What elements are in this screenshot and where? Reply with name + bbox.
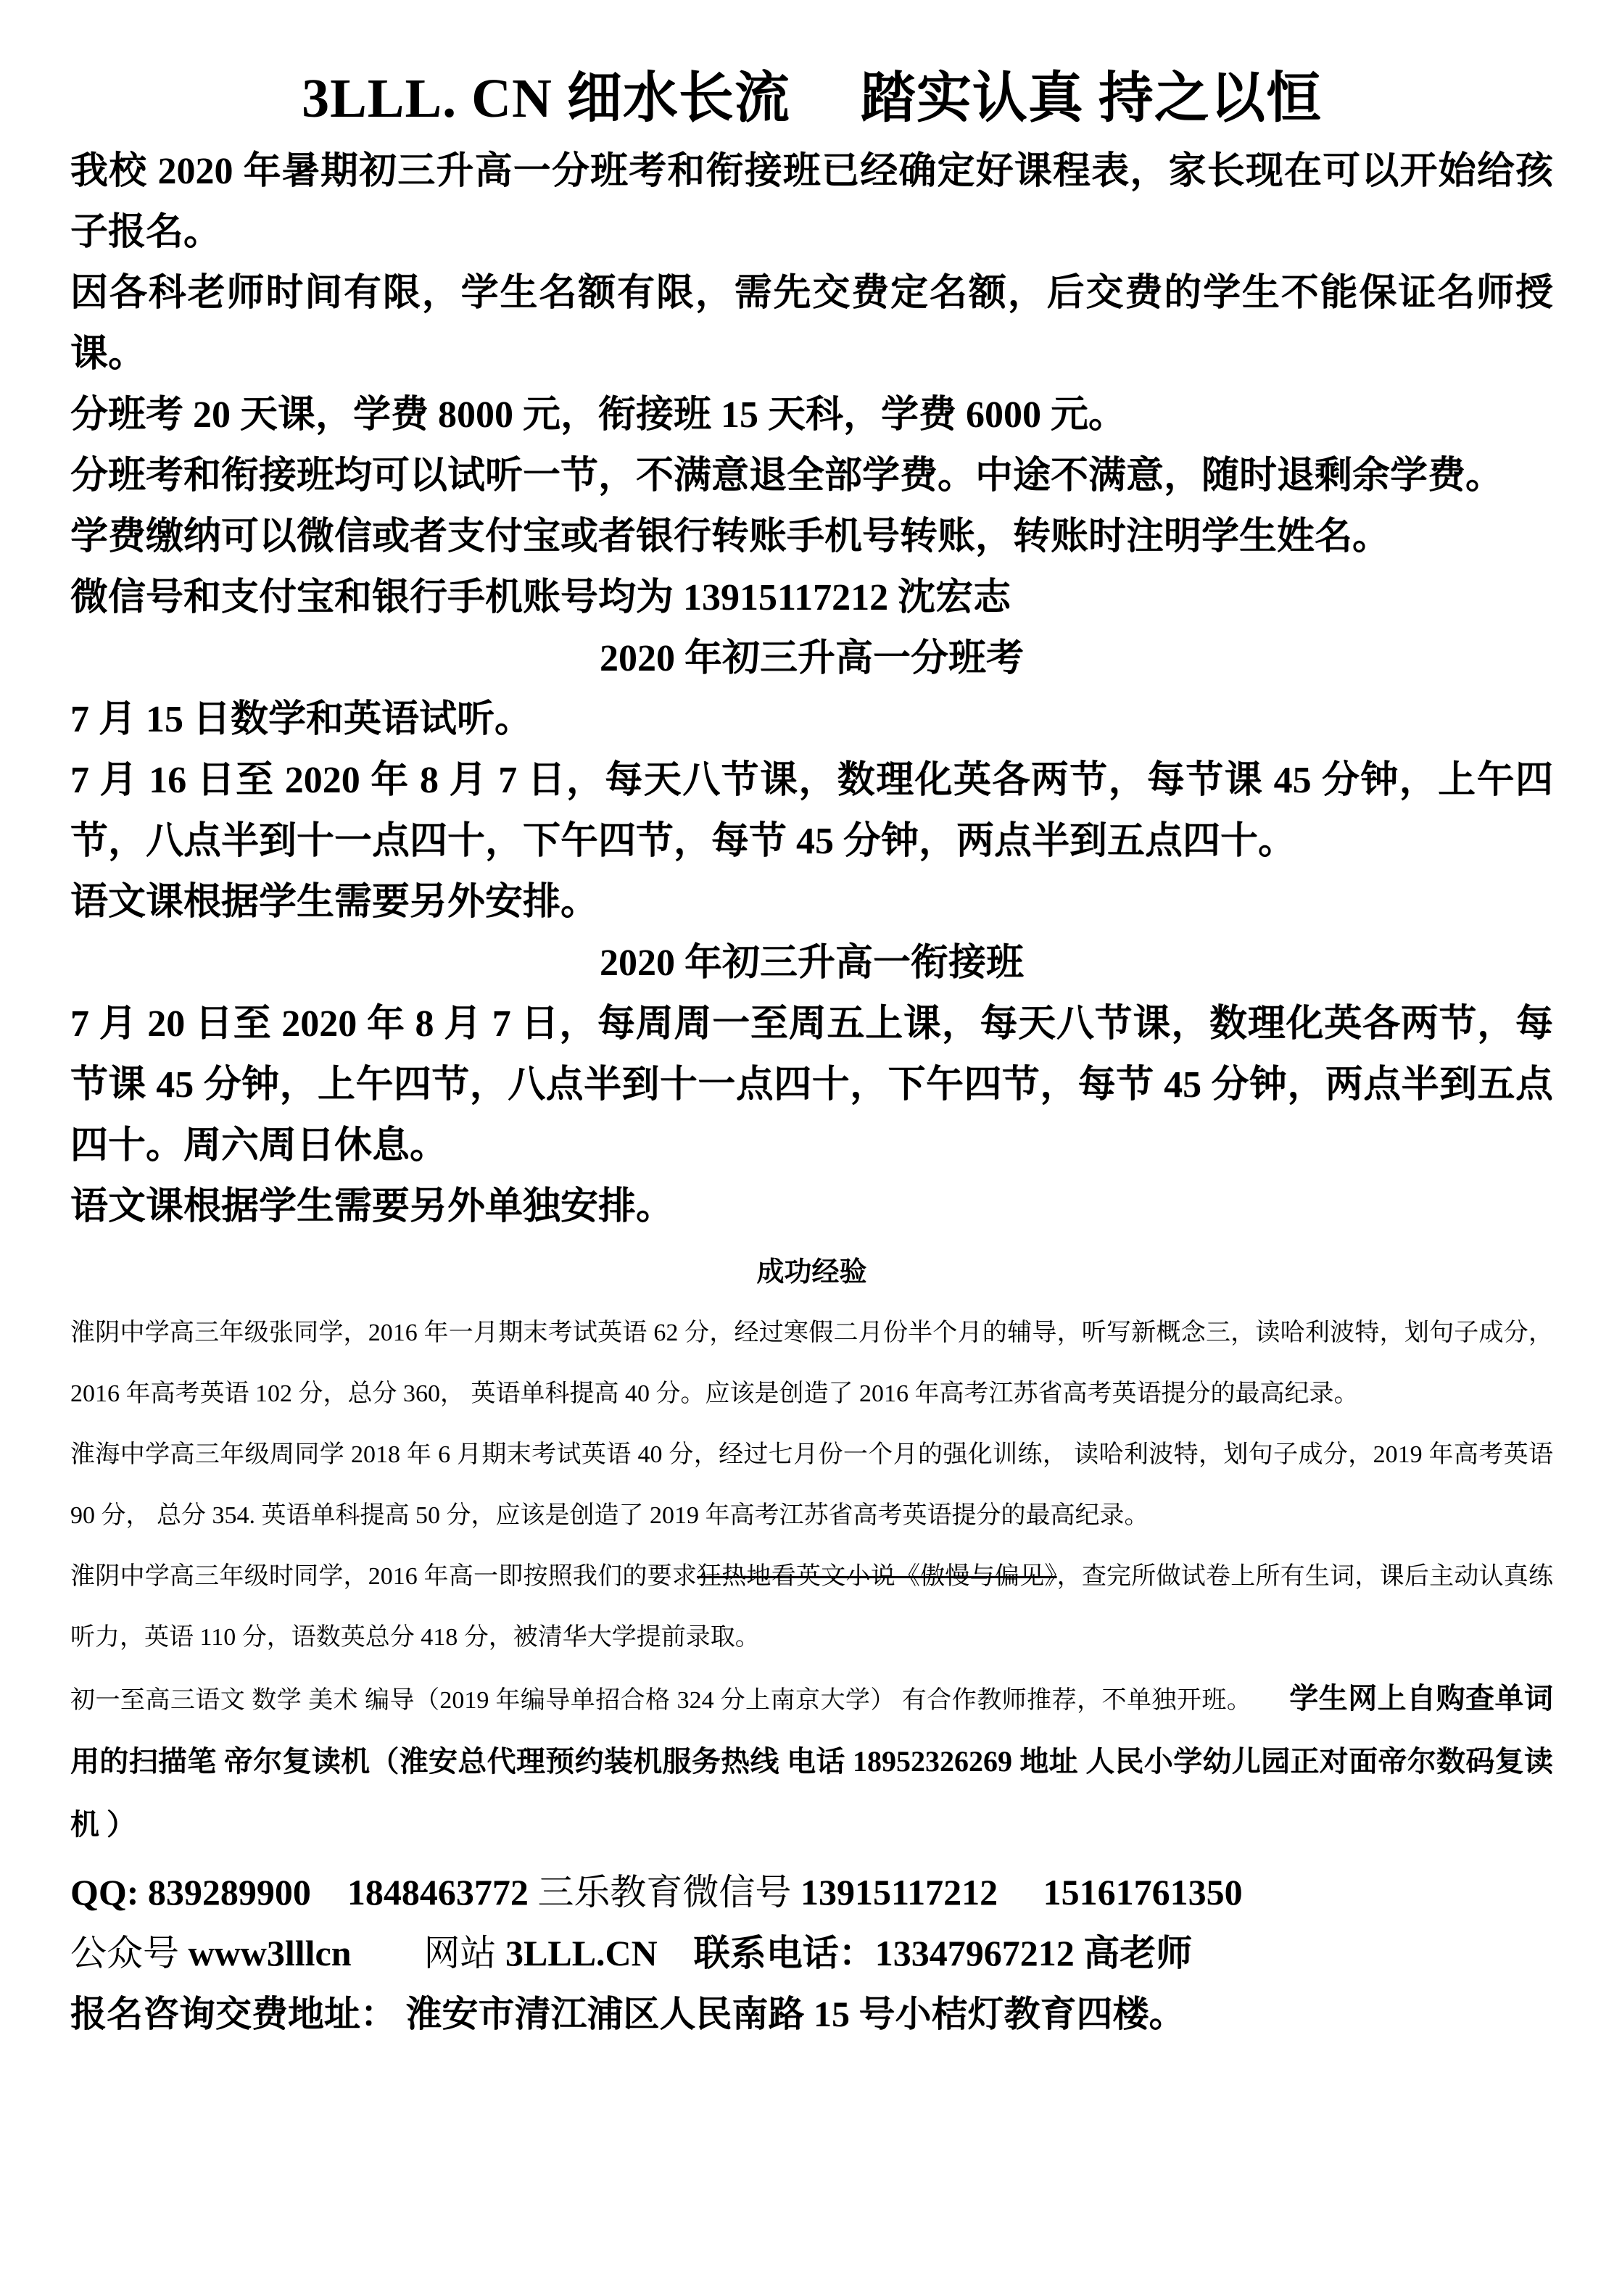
placement-exam-heading: 2020 年初三升高一分班考 bbox=[599, 638, 1024, 680]
wechat-account-label: 三乐教育微信号 bbox=[537, 1872, 800, 1913]
success-case-zhou: 淮海中学高三年级周同学 2018 年 6 月期末考试英语 40 分，经过七月份一个月的强化训练， 读哈利波特，划句子成分，2019 年高考英语 90 分， 总分 354. 英语单科提高 50 分，应该是创造了 2019 年高考江苏省高考英语提分的最高纪录。 bbox=[70, 1441, 1553, 1530]
placement-trial-date: 7 月 15 日数学和英语试听。 bbox=[70, 699, 533, 741]
bridge-schedule: 7 月 20 日至 2020 年 8 月 7 日，每周周一至周五上课，每天八节课，数理化英各两节，每节课 45 分钟，上午四节，八点半到十一点四十，下午四节，每节 45 分钟，两点半到五点四十。周六周日休息。 bbox=[70, 1003, 1553, 1167]
placement-chinese-note: 语文课根据学生需要另外安排。 bbox=[70, 882, 599, 924]
bridge-chinese-note: 语文课根据学生需要另外单独安排。 bbox=[70, 1186, 674, 1228]
success-case-shi-text-before: 淮阴中学高三年级时同学，2016 年高一即按照我们的要求 bbox=[70, 1563, 698, 1591]
success-case-shi-strikethrough-text: 狂热地看英文小说《傲慢与偏见》 bbox=[697, 1563, 1057, 1591]
success-case-shi bbox=[70, 1546, 1553, 1668]
intro-paragraph-tuition: 分班考 20 天课，学费 8000 元，衔接班 15 天科，学费 6000 元。 bbox=[70, 394, 1127, 436]
contact-phone-teacher: 联系电话：13347967212 高老师 bbox=[657, 1933, 1193, 1974]
public-account-label: 公众号 bbox=[70, 1933, 189, 1974]
contact-block bbox=[70, 1862, 1553, 2044]
website-value: 3LLL.CN bbox=[505, 1933, 658, 1974]
website-label: 网站 bbox=[351, 1933, 505, 1974]
success-case-zhang: 淮阴中学高三年级张同学，2016 年一月期末考试英语 62 分，经过寒假二月份半个月的辅导，听写新概念三，读哈利波特，划句子成分，2016 年高考英语 102 分，总分 360， 英语单科提高 40 分。应该是创造了 2016 年高考江苏省高考英语提分的最高纪录。 bbox=[70, 1319, 1553, 1408]
intro-paragraph-payment-methods: 学费缴纳可以微信或者支付宝或者银行转账手机号转账，转账时注明学生姓名。 bbox=[70, 516, 1391, 558]
contact-line-channels bbox=[70, 1923, 1553, 1984]
intro-paragraph-payment-account: 微信号和支付宝和银行手机账号均为 13915117212 沈宏志 bbox=[70, 577, 1011, 619]
intro-paragraph-registration: 我校 2020 年暑期初三升高一分班考和衔接班已经确定好课程表，家长现在可以开始给孩子报名。 bbox=[70, 151, 1553, 254]
bridge-class-heading: 2020 年初三升高一衔接班 bbox=[599, 942, 1024, 985]
success-section-heading: 成功经验 bbox=[756, 1257, 867, 1288]
courses-and-devices-paragraph bbox=[70, 1668, 1553, 1857]
page-title: 3LLL. CN 细水长流 踏实认真 持之以恒 bbox=[302, 68, 1322, 129]
wechat-phone-numbers: 13915117212 15161761350 bbox=[800, 1872, 1243, 1913]
placement-schedule: 7 月 16 日至 2020 年 8 月 7 日，每天八节课，数理化英各两节，每节课 45 分钟，上午四节，八点半到十一点四十，下午四节，每节 45 分钟，两点半到五点四十。 bbox=[70, 760, 1553, 863]
public-account-value: www3lllcn bbox=[188, 1933, 352, 1974]
qq-numbers: QQ: 839289900 1848463772 bbox=[70, 1872, 538, 1913]
contact-line-address: 报名咨询交费地址： 淮安市清江浦区人民南路 15 号小桔灯教育四楼。 bbox=[70, 1994, 1186, 2035]
contact-line-qq-wechat bbox=[70, 1862, 1553, 1923]
intro-paragraph-limited-seats: 因各科老师时间有限，学生名额有限，需先交费定名额，后交费的学生不能保证名师授课。 bbox=[70, 273, 1553, 376]
success-case-shi-text-after: ，查完所做试卷上所有生词，课后主动认真练听力，英语 110 分，语数英总分 418 分，被清华大学提前录取。 bbox=[70, 1563, 1554, 1651]
intro-paragraph-refund-policy: 分班考和衔接班均可以试听一节，不满意退全部学费。中途不满意，随时退剩余学费。 bbox=[70, 455, 1504, 497]
courses-gap bbox=[1239, 1687, 1289, 1714]
scanner-pen-repeater-text: 学生网上自购查单词用的扫描笔 帝尔复读机（淮安总代理预约装机服务热线 电话 18952326269 地址 人民小学幼儿园正对面帝尔数码复读机 ） bbox=[70, 1682, 1554, 1841]
courses-offered-text: 初一至高三语文 数学 美术 编导（2019 年编导单招合格 324 分上南京大学） 有合作教师推荐，不单独开班。 bbox=[70, 1687, 1240, 1715]
